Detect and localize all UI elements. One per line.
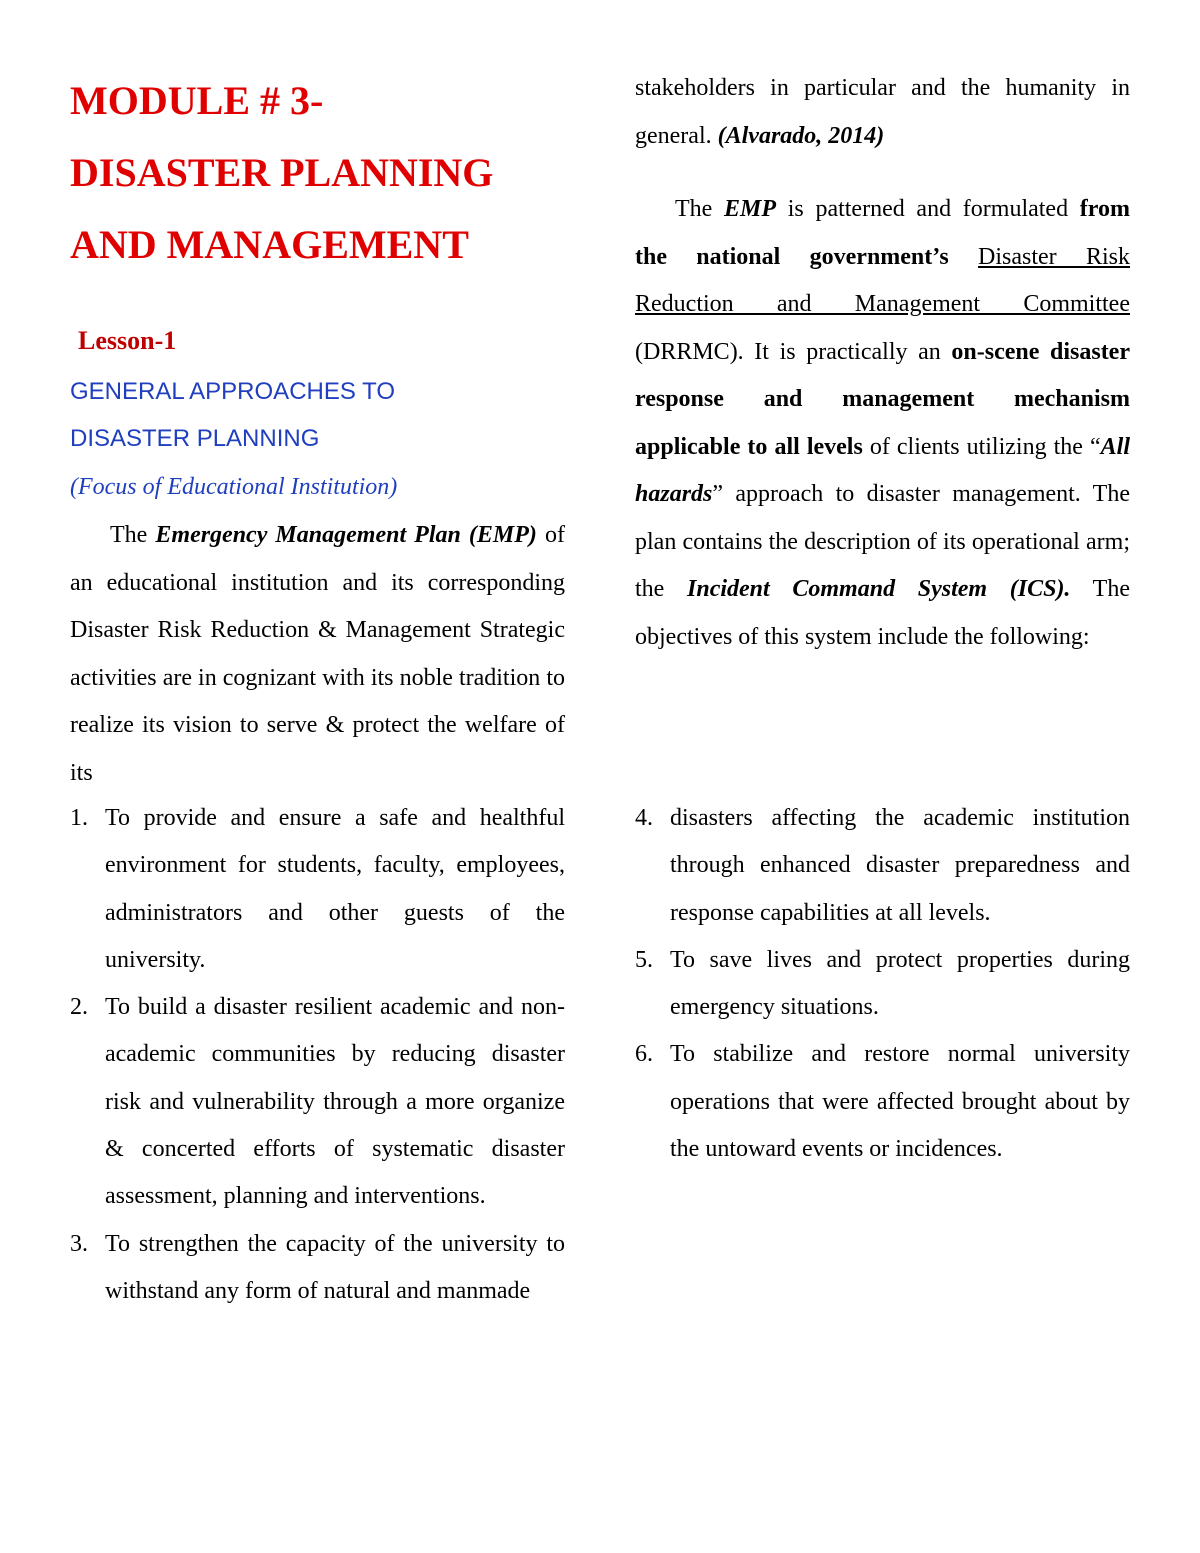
emp-bold-mechanism: on-scene disaster response and management mechanism applicable to all levels — [635, 338, 1130, 460]
emp-paragraph — [635, 186, 1130, 661]
continuation-text: stakeholders in particular and the humanity in general. — [635, 75, 1130, 149]
objectives-list-right — [635, 795, 1130, 1173]
emp-text-c: of clients utilizing the “ — [862, 433, 1101, 460]
continuation-paragraph — [635, 65, 1130, 160]
module-title-line1: MODULE # 3- — [70, 78, 324, 123]
emp-bold-from: from the national government’s — [635, 196, 1130, 270]
list-number: 5. — [635, 946, 653, 973]
section-heading-line1: GENERAL APPROACHES TO — [70, 378, 395, 405]
emp-text-a: is patterned and formulated — [776, 196, 1080, 222]
ics-name: Incident Command System (ICS). — [687, 576, 1071, 602]
list-item — [635, 937, 1130, 1032]
list-number: 6. — [635, 1041, 653, 1068]
list-item — [635, 795, 1130, 937]
list-item — [70, 984, 565, 1220]
citation: (Alvarado, 2014) — [717, 122, 885, 149]
list-number: 1. — [70, 805, 88, 831]
intro-emp-name: Emergency Management Plan (EMP) — [155, 522, 537, 548]
module-title-line2: DISASTER PLANNING — [70, 150, 494, 195]
emp-text-e: The objectives of this system include the following: — [635, 576, 1130, 650]
list-text: To build a disaster resilient academic and non-academic communities by reducing disaster risk and vulnerability through a more organize & concerted efforts of systematic disaster assessment, planning and interventions. — [105, 994, 565, 1210]
emp-abbr: EMP — [724, 196, 777, 222]
list-number: 3. — [70, 1230, 88, 1257]
list-text: disasters affecting the academic institution through enhanced disaster preparedness and response capabilities at all levels. — [670, 805, 1130, 926]
emp-space — [949, 244, 978, 270]
list-number: 4. — [635, 805, 653, 831]
intro-paragraph — [70, 512, 565, 797]
intro-rest: of an educational institution and its corresponding Disaster Risk Reduction & Management Strategic activities are in cognizant with its noble tradition to realize its vision to serve & protect the welfare of its — [70, 522, 566, 786]
drrmc-underlined: Disaster Risk Reduction and Management Committee — [635, 243, 1130, 317]
all-hazards: All hazards — [635, 433, 1130, 507]
intro-the: The — [110, 522, 156, 548]
list-item — [70, 795, 565, 984]
list-number: 2. — [70, 994, 88, 1021]
emp-the: The — [675, 196, 725, 222]
objectives-list-left — [70, 795, 565, 1315]
emp-text-b: (DRRMC). It is practically an — [635, 338, 952, 365]
module-title-line3: AND MANAGEMENT — [70, 222, 469, 267]
section-heading-line2: DISASTER PLANNING — [70, 425, 320, 452]
list-text: To strengthen the capacity of the university to withstand any form of natural and manmade — [105, 1230, 565, 1304]
list-item — [70, 1221, 565, 1316]
list-item — [635, 1031, 1130, 1173]
list-text: To save lives and protect properties during emergency situations. — [670, 946, 1130, 1021]
emp-text-d: ” approach to disaster management. The plan contains the description of its operational arm; the — [635, 481, 1130, 602]
section-focus: (Focus of Educational Institution) — [70, 474, 398, 500]
lesson-label: Lesson-1 — [78, 326, 177, 355]
list-text: To stabilize and restore normal university operations that were affected brought about by the untoward events or incidences. — [670, 1041, 1130, 1163]
list-text: To provide and ensure a safe and healthful environment for students, faculty, employees, administrators and other guests of the university. — [105, 805, 565, 973]
